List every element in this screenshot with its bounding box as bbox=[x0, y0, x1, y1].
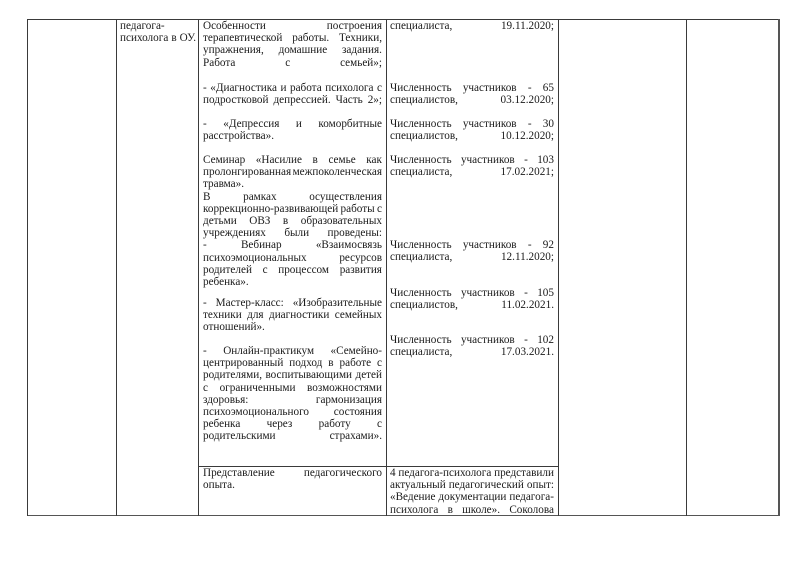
word: 102 bbox=[537, 334, 554, 346]
column-divider-1 bbox=[116, 19, 117, 516]
word: специалистов, bbox=[390, 299, 458, 312]
word: в bbox=[312, 154, 318, 166]
word: Мастер-класс: bbox=[215, 297, 284, 309]
text-line bbox=[390, 334, 554, 346]
word: гармонизация bbox=[315, 393, 382, 406]
word: рамках bbox=[243, 190, 277, 203]
word: 10.12.2020; bbox=[500, 130, 554, 143]
word: Представление bbox=[203, 467, 275, 479]
text-line bbox=[203, 264, 382, 276]
word: с bbox=[262, 263, 268, 276]
word: психоэмоциональных bbox=[203, 251, 307, 264]
word: специалиста, bbox=[390, 166, 453, 179]
word: Часть bbox=[335, 94, 363, 107]
text-line bbox=[203, 166, 382, 178]
word: осуществления bbox=[309, 190, 382, 203]
word: детьми bbox=[203, 215, 237, 228]
text-line bbox=[390, 299, 554, 311]
word: в bbox=[328, 357, 334, 370]
word: специалиста, bbox=[390, 20, 453, 32]
column-divider-3 bbox=[386, 19, 387, 516]
text-line bbox=[203, 357, 382, 369]
text-line bbox=[390, 82, 554, 94]
word: участников bbox=[462, 239, 517, 251]
word: здоровья: bbox=[203, 393, 249, 406]
word: диагностики bbox=[269, 309, 330, 322]
text-line bbox=[390, 479, 554, 491]
text-line: опыта. bbox=[203, 479, 235, 492]
word: педагогический bbox=[448, 479, 524, 492]
event-therapy-features bbox=[203, 20, 382, 69]
text-line: ребенка». bbox=[203, 276, 249, 289]
word: Численность bbox=[390, 287, 452, 299]
word: домашние bbox=[278, 44, 328, 57]
word: родителей bbox=[203, 263, 252, 276]
word: Семинар bbox=[203, 154, 246, 166]
text-line bbox=[203, 57, 382, 69]
word: «Ведение bbox=[390, 491, 436, 504]
text-line bbox=[390, 504, 554, 516]
word: страхами». bbox=[329, 430, 382, 443]
word: «Депрессия bbox=[223, 118, 280, 130]
participants-entry bbox=[390, 82, 554, 106]
text-line bbox=[120, 32, 196, 44]
word: Онлайн-практикум bbox=[223, 345, 315, 357]
word: опыт: bbox=[526, 479, 554, 492]
word: ресурсов bbox=[339, 251, 382, 264]
word: семьей»; bbox=[340, 56, 382, 69]
text-line bbox=[203, 203, 382, 215]
text-line bbox=[390, 166, 554, 178]
word: ребенка bbox=[203, 418, 241, 431]
word: педагога-психолога bbox=[398, 467, 492, 479]
word: 17.03.2021. bbox=[500, 346, 554, 359]
text-line: расстройства». bbox=[203, 130, 275, 143]
word: специалиста, bbox=[390, 346, 453, 359]
word: с bbox=[285, 56, 291, 69]
word: 92 bbox=[542, 239, 554, 251]
text-line bbox=[203, 309, 382, 321]
text-line bbox=[203, 297, 382, 309]
word: работу bbox=[318, 418, 351, 431]
column-divider-4 bbox=[558, 19, 559, 516]
text-line bbox=[390, 154, 554, 166]
text-line bbox=[203, 20, 382, 32]
word: 17.02.2021; bbox=[500, 166, 554, 179]
word: 11.02.2021. bbox=[501, 299, 554, 312]
word: специалистов, bbox=[390, 94, 458, 107]
participants-entry bbox=[390, 118, 554, 142]
word: в bbox=[171, 32, 177, 45]
word: с bbox=[203, 381, 208, 394]
word: работе bbox=[339, 357, 372, 370]
word: 103 bbox=[537, 154, 554, 166]
text-line bbox=[203, 191, 382, 203]
text-line bbox=[203, 154, 382, 166]
text-line bbox=[203, 82, 382, 94]
text-line bbox=[203, 44, 382, 56]
word: в bbox=[282, 215, 289, 228]
word: упражнения, bbox=[203, 44, 264, 57]
text-line bbox=[203, 32, 382, 44]
word: - bbox=[524, 154, 528, 166]
word: документации bbox=[438, 491, 507, 504]
word: в bbox=[447, 503, 453, 516]
text-line bbox=[390, 20, 554, 32]
text-line bbox=[203, 382, 382, 394]
word: - bbox=[524, 334, 528, 346]
word: как bbox=[366, 154, 382, 166]
text-line bbox=[203, 252, 382, 264]
word: 105 bbox=[537, 287, 554, 299]
word: - bbox=[203, 118, 207, 130]
word: центрированный bbox=[203, 357, 284, 370]
word: «Насилие bbox=[255, 154, 302, 166]
text-line bbox=[203, 369, 382, 381]
word: межпоколенческая bbox=[292, 166, 382, 179]
text-line bbox=[203, 227, 382, 239]
word: семейных bbox=[334, 309, 382, 322]
word: с bbox=[377, 418, 382, 431]
word: работы. bbox=[292, 32, 330, 45]
word: «Взаимосвязь bbox=[315, 239, 382, 252]
text-line bbox=[203, 94, 382, 106]
text-line bbox=[203, 239, 382, 251]
word: подход bbox=[289, 357, 323, 370]
word: семье bbox=[328, 154, 356, 166]
word: «Изобразительные bbox=[292, 297, 382, 309]
text-line bbox=[203, 394, 382, 406]
word: 12.11.2020; bbox=[500, 251, 554, 264]
word: 4 bbox=[390, 467, 396, 479]
column-divider-5 bbox=[686, 19, 687, 516]
word: психолога bbox=[390, 503, 439, 516]
word: с bbox=[377, 82, 382, 94]
text-line: травма». bbox=[203, 178, 245, 191]
word: развития bbox=[339, 263, 382, 276]
word: учреждениях bbox=[203, 227, 266, 240]
word: психолога bbox=[120, 32, 169, 45]
text-line bbox=[390, 491, 554, 503]
word: психолога bbox=[325, 82, 374, 94]
text-line bbox=[390, 94, 554, 106]
word: - bbox=[203, 345, 207, 357]
word: состояния bbox=[333, 406, 382, 419]
word: - bbox=[527, 82, 532, 94]
word: 2»; bbox=[367, 94, 382, 107]
text-line bbox=[390, 287, 554, 299]
word: проведены: bbox=[327, 227, 382, 240]
table-left-border bbox=[27, 19, 28, 516]
word: воспитывающими bbox=[265, 369, 353, 382]
word: «Семейно- bbox=[330, 345, 382, 357]
word: детей bbox=[355, 369, 382, 382]
word: образовательных bbox=[300, 215, 382, 228]
word: задания. bbox=[342, 44, 382, 57]
word: Численность bbox=[390, 239, 452, 251]
row2-result bbox=[390, 467, 554, 516]
word: участников bbox=[462, 82, 517, 94]
event-online-practicum bbox=[203, 345, 382, 443]
word: коррекционно-развивающей bbox=[203, 202, 339, 215]
word: актуальный bbox=[390, 479, 446, 492]
text-line bbox=[390, 130, 554, 142]
word: специалиста, bbox=[390, 251, 453, 264]
event-adolescent-depression bbox=[203, 82, 382, 106]
word: коморбитные bbox=[318, 118, 382, 130]
text-line bbox=[203, 467, 382, 479]
word: подростковой bbox=[203, 94, 269, 107]
word: педагога- bbox=[509, 491, 554, 504]
word: и bbox=[295, 118, 302, 130]
word: Особенности bbox=[203, 20, 266, 32]
event-depression-comorbid bbox=[203, 118, 382, 142]
word: - bbox=[203, 239, 207, 252]
word: Соколова bbox=[509, 503, 554, 516]
word: родительскими bbox=[203, 430, 276, 443]
word: с bbox=[377, 357, 382, 370]
text-line bbox=[203, 430, 382, 442]
event-seminar-violence bbox=[203, 154, 382, 288]
word: специалистов, bbox=[390, 130, 458, 143]
word: депрессией. bbox=[273, 94, 331, 107]
word: Численность bbox=[390, 82, 452, 94]
word: построения bbox=[326, 20, 382, 32]
text-line bbox=[203, 118, 382, 130]
word: участников bbox=[460, 154, 515, 166]
table-right-border bbox=[778, 19, 780, 516]
word: - bbox=[203, 297, 207, 309]
word: ОВЗ bbox=[249, 215, 271, 228]
word: психоэмоционального bbox=[203, 406, 310, 419]
word: школе». bbox=[462, 503, 501, 516]
column-divider-2 bbox=[198, 19, 199, 516]
word: родителями, bbox=[203, 369, 262, 382]
participants-entry bbox=[390, 154, 554, 178]
word: процессом bbox=[278, 263, 330, 276]
event-master-class bbox=[203, 297, 382, 334]
word: участников bbox=[460, 287, 515, 299]
text-line bbox=[390, 467, 554, 479]
word: и bbox=[280, 82, 287, 94]
word: ОУ. bbox=[179, 32, 196, 45]
text-line bbox=[203, 418, 382, 430]
text-line bbox=[203, 215, 382, 227]
word: были bbox=[284, 227, 310, 240]
word: для bbox=[247, 309, 264, 322]
word: - bbox=[527, 239, 532, 251]
word: Численность bbox=[390, 334, 452, 346]
word: участников bbox=[460, 334, 515, 346]
word: работа bbox=[289, 82, 322, 94]
participants-entry bbox=[390, 334, 554, 358]
word: «Диагностика bbox=[210, 82, 277, 94]
word: 30 bbox=[542, 118, 554, 130]
word: 19.11.2020; bbox=[500, 20, 554, 32]
participants-entry bbox=[390, 239, 554, 263]
cell-position-text bbox=[120, 20, 196, 44]
text-line bbox=[390, 239, 554, 251]
word: - bbox=[203, 82, 207, 94]
participants-entry bbox=[390, 287, 554, 311]
word: Техники, bbox=[338, 32, 382, 45]
participants-entry bbox=[390, 20, 554, 32]
word: с bbox=[377, 202, 382, 215]
word: пролонгированная bbox=[203, 166, 292, 179]
word: Численность bbox=[390, 118, 452, 130]
word: 03.12.2020; bbox=[500, 94, 554, 107]
word: возможностями bbox=[307, 381, 382, 394]
text-line bbox=[390, 346, 554, 358]
word: - bbox=[524, 287, 528, 299]
text-line: отношений». bbox=[203, 321, 265, 334]
text-line bbox=[203, 406, 382, 418]
word: педагогического bbox=[303, 467, 382, 479]
word: через bbox=[266, 418, 293, 431]
word: Численность bbox=[390, 154, 452, 166]
word: терапевтической bbox=[203, 32, 283, 45]
word: участников bbox=[462, 118, 517, 130]
word: 65 bbox=[542, 82, 554, 94]
word: работы bbox=[340, 202, 375, 215]
word: представили bbox=[494, 467, 554, 479]
word: Вебинар bbox=[240, 239, 282, 252]
row2-activity bbox=[203, 467, 382, 491]
text-line bbox=[390, 118, 554, 130]
text-line bbox=[203, 345, 382, 357]
word: Работа bbox=[203, 56, 236, 69]
word: техники bbox=[203, 309, 242, 322]
word: ограниченными bbox=[219, 381, 296, 394]
text-line bbox=[390, 251, 554, 263]
text-line: педагога- bbox=[120, 20, 165, 32]
word: В bbox=[203, 190, 211, 203]
word: - bbox=[527, 118, 532, 130]
